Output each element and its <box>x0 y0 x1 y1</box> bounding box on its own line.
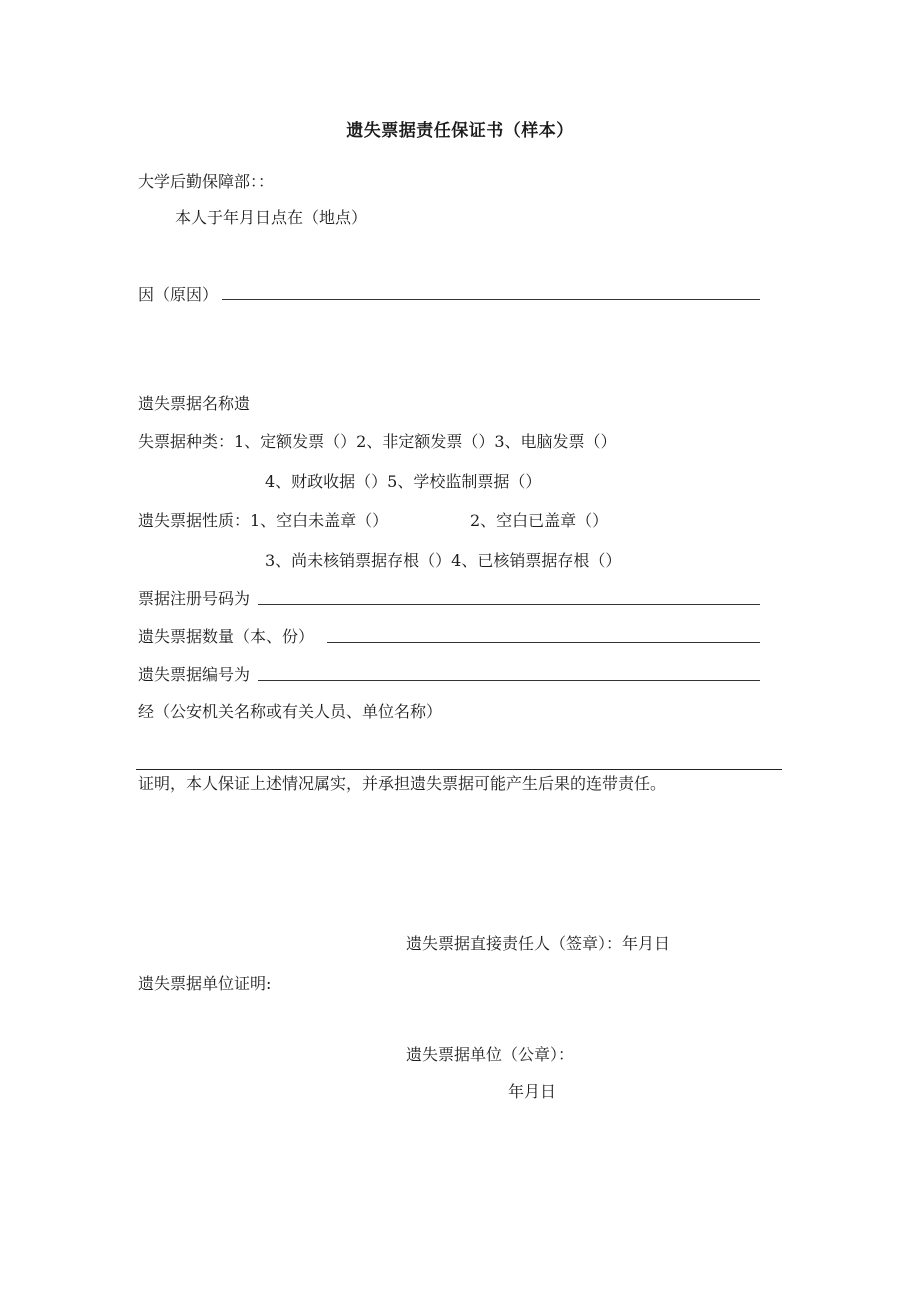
ticket-quantity-label: 遗失票据数量（本、份） <box>138 627 315 646</box>
ticket-name-label: 遗失票据名称遗 <box>138 394 251 413</box>
ticket-type-line-1: 失票据种类：1、定额发票（）2、非定额发票（）3、电脑发票（） <box>138 432 617 451</box>
unit-certification-label: 遗失票据单位证明: <box>138 974 272 993</box>
ticket-nature-option-2: 2、空白已盖章（） <box>470 511 609 530</box>
serial-number-underline <box>258 680 760 681</box>
ticket-quantity-underline <box>327 642 760 643</box>
certification-statement: 证明，本人保证上述情况属实，并承担遗失票据可能产生后果的连带责任。 <box>138 774 667 793</box>
unit-seal-label: 遗失票据单位（公章）： <box>406 1045 575 1064</box>
registration-number-label: 票据注册号码为 <box>138 589 251 608</box>
document-title: 遗失票据责任保证书（样本） <box>346 121 574 141</box>
unit-date: 年月日 <box>508 1082 557 1101</box>
responsible-person-signature: 遗失票据直接责任人（签章）：年月日 <box>406 934 671 953</box>
via-label: 经（公安机关名称或有关人员、单位名称） <box>138 702 443 721</box>
reason-underline <box>222 299 760 300</box>
registration-number-underline <box>258 604 760 605</box>
intro-statement: 本人于年月日点在（地点） <box>175 208 368 227</box>
serial-number-label: 遗失票据编号为 <box>138 665 251 684</box>
via-underline <box>136 769 782 770</box>
reason-label: 因（原因） <box>138 285 219 304</box>
ticket-type-line-2: 4、财政收据（）5、学校监制票据（） <box>265 472 542 491</box>
addressee: 大学后勤保障部：： <box>138 172 275 191</box>
ticket-nature-line-1: 遗失票据性质：1、空白未盖章（） <box>138 511 389 530</box>
ticket-nature-line-2: 3、尚未核销票据存根（）4、已核销票据存根（） <box>265 551 622 570</box>
